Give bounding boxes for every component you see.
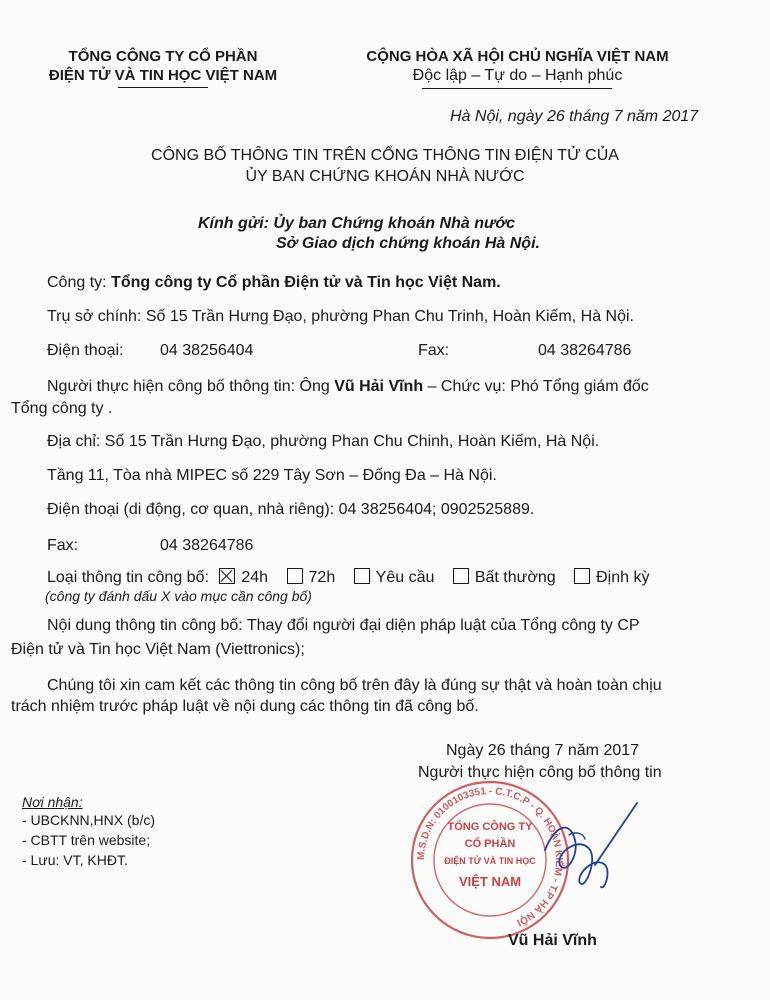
discloser-address2: Tầng 11, Tòa nhà MIPEC số 229 Tây Sơn – Đống Đa – Hà Nội. — [47, 467, 497, 484]
info-type-note: (công ty đánh dấu X vào mục cần công bố) — [45, 588, 312, 604]
option-72h[interactable] — [287, 569, 336, 586]
option-yeu-cau-label: Yêu cầu — [375, 569, 435, 586]
distribution-title: Nơi nhận: — [22, 794, 83, 810]
content-line1: Nội dung thông tin công bố: Thay đổi người đại diện pháp luật của Tổng công ty CP — [47, 617, 640, 634]
distribution-item: - CBTT trên website; — [22, 832, 151, 848]
seal-line3: ĐIỆN TỬ VÀ TIN HỌC — [444, 856, 536, 866]
discloser-prefix: Người thực hiện công bố thông tin: Ông — [47, 378, 330, 395]
option-72h-label: 72h — [308, 569, 336, 586]
recipients-label — [198, 215, 515, 233]
company-phone-label: Điện thoại: — [47, 342, 124, 359]
title-line2: ỦY BAN CHỨNG KHOÁN NHÀ NƯỚC — [245, 168, 525, 185]
company-name: Tổng công ty Cổ phần Điện tử và Tin học Việt Nam. — [111, 274, 501, 291]
discloser-role-cont: Tổng công ty . — [11, 400, 113, 417]
commitment-line1: Chúng tôi xin cam kết các thông tin công bố trên đây là đúng sự thật và hoàn toàn chịu — [47, 677, 662, 694]
discloser-row — [47, 378, 649, 396]
option-dinh-ky[interactable] — [574, 569, 649, 586]
option-24h-label: 24h — [241, 569, 269, 586]
company-fax: 04 38264786 — [538, 342, 632, 359]
company-label: Công ty: — [47, 274, 107, 291]
seal-line2: CỔ PHẦN — [464, 838, 516, 850]
option-bat-thuong[interactable] — [453, 569, 556, 586]
checkbox-72h[interactable] — [287, 568, 303, 584]
discloser-role: – Chức vụ: Phó Tổng giám đốc — [427, 378, 649, 395]
option-bat-thuong-label: Bất thường — [474, 569, 556, 586]
commitment-line2: trách nhiệm trước pháp luật về nội dung các thông tin đã công bố. — [11, 698, 479, 715]
discloser-name: Vũ Hải Vĩnh — [334, 378, 424, 395]
discloser-fax: 04 38264786 — [160, 537, 254, 554]
seal-line4: VIỆT NAM — [458, 874, 522, 889]
company-row — [47, 274, 501, 292]
checkbox-dinh-ky[interactable] — [574, 568, 590, 584]
country-name: CỘNG HÒA XÃ HỘI CHỦ NGHĨA VIỆT NAM — [366, 48, 669, 65]
discloser-address1: Địa chỉ: Số 15 Trần Hưng Đạo, phường Phan Chu Chinh, Hoàn Kiếm, Hà Nội. — [47, 433, 600, 450]
distribution-item: - Lưu: VT, KHĐT. — [22, 852, 128, 868]
company-hq: Trụ sở chính: Số 15 Trần Hưng Đạo, phường Phan Chu Trinh, Hoàn Kiếm, Hà Nội. — [47, 308, 634, 325]
seal-line1: TỔNG CÔNG TY — [447, 821, 533, 833]
seal-ring-text: M.S.D.N: 0100103351 - C.T.C.P - Q. HOÀN KIẾM - T.P HÀ NỘI — [415, 785, 565, 928]
checkbox-bat-thuong[interactable] — [453, 568, 469, 584]
option-yeu-cau[interactable] — [354, 569, 435, 586]
org-name-line2: ĐIỆN TỬ VÀ TIN HỌC VIỆT NAM — [48, 67, 278, 84]
discloser-phones: Điện thoại (di động, cơ quan, nhà riêng): 04 38256404; 0902525889. — [47, 501, 535, 518]
discloser-fax-label: Fax: — [47, 537, 79, 554]
document-date: Hà Nội, ngày 26 tháng 7 năm 2017 — [450, 108, 699, 125]
title-line1: CÔNG BỐ THÔNG TIN TRÊN CỔNG THÔNG TIN ĐIỆN TỬ CỦA — [151, 147, 619, 164]
recipients-label-text: Kính gửi: — [198, 215, 269, 232]
info-type-label: Loại thông tin công bố: — [47, 569, 209, 586]
info-type-row — [47, 568, 663, 587]
signer-name: Vũ Hải Vĩnh — [508, 932, 597, 949]
org-name-line1: TỔNG CÔNG TY CỔ PHẦN — [68, 48, 258, 65]
checkbox-24h[interactable] — [219, 568, 235, 584]
motto-underline — [422, 88, 612, 89]
handwritten-signature — [535, 795, 645, 915]
content-line2: Điện tử và Tin học Việt Nam (Viettronics); — [11, 641, 305, 658]
country-motto: Độc lập – Tự do – Hạnh phúc — [412, 67, 623, 84]
company-phone: 04 38256404 — [160, 342, 254, 359]
signature-date: Ngày 26 tháng 7 năm 2017 — [446, 742, 640, 759]
distribution-item: - UBCKNN,HNX (b/c) — [22, 812, 156, 828]
signature-role: Người thực hiện công bố thông tin — [418, 764, 662, 781]
company-fax-label: Fax: — [418, 342, 450, 359]
option-dinh-ky-label: Định kỳ — [596, 569, 650, 586]
recipient-2: Sở Giao dịch chứng khoán Hà Nội. — [276, 235, 540, 252]
org-underline — [118, 87, 208, 88]
option-24h[interactable] — [219, 569, 268, 586]
recipient-1: Ủy ban Chứng khoán Nhà nước — [273, 215, 516, 232]
checkbox-yeu-cau[interactable] — [354, 568, 370, 584]
